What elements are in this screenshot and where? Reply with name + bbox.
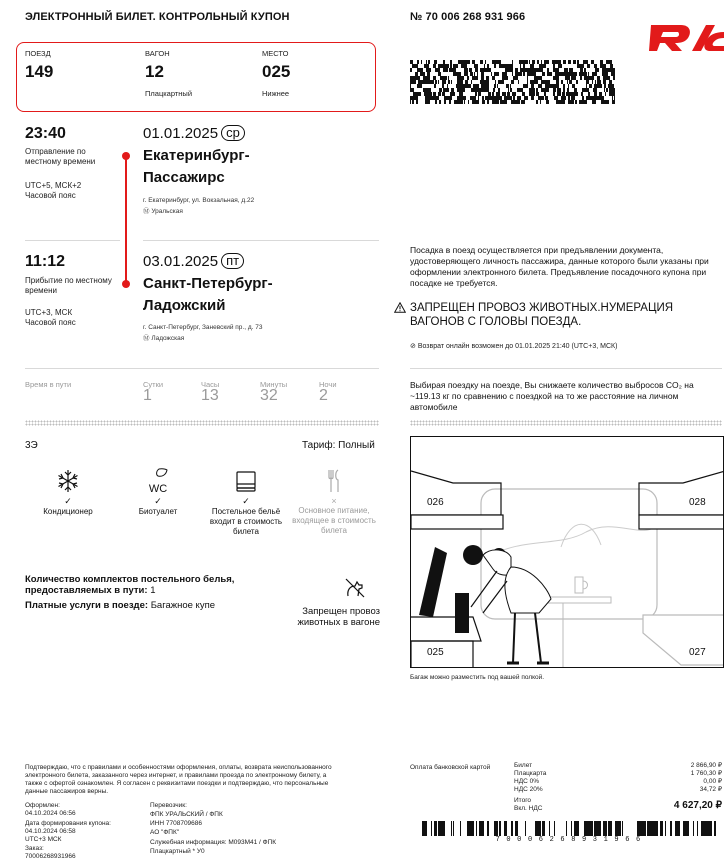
arrival-metro: Ладожская	[151, 335, 185, 342]
price-row	[514, 762, 722, 770]
boarding-info: Посадка в поезд осуществляется при предъявлении документа, удостоверяющего личность пассажира, данные которого были указаны при оформлении электронного билета. Предъявление посадочного купона при посадке не требуется.	[410, 245, 709, 288]
route-end-dot	[122, 280, 130, 288]
no-entry-icon: ⊘	[410, 343, 416, 350]
bedding-count-label: Количество комплектов постельного белья, предоставляемых в пути:	[25, 574, 235, 596]
ticket-title: ЭЛЕКТРОННЫЙ БИЛЕТ. КОНТРОЛЬНЫЙ КУПОН	[25, 11, 290, 23]
duration-days-label: Сутки	[143, 380, 164, 389]
departure-timezone-label: Часовой пояс	[25, 191, 76, 200]
price-label: Билет	[514, 762, 533, 769]
train-label: ПОЕЗД	[25, 49, 51, 58]
feature-label: Постельное бельё входит в стоимость билета	[209, 507, 283, 536]
seat-028-label: 028	[689, 497, 706, 508]
carrier-value: ФПК УРАЛЬСКИЙ / ФПК	[150, 811, 223, 818]
compartment-illustration	[410, 436, 724, 668]
pets-forbidden-text: Запрещен провоз животных в вагоне	[297, 606, 380, 628]
bedding-count-row	[25, 574, 275, 596]
refund-info: Возврат онлайн возможен до 01.01.2025 21:40 (UTC+3, МСК)	[417, 343, 618, 350]
departure-station-line1: Екатеринбург-	[143, 147, 250, 164]
bedding-count: 1	[150, 585, 156, 596]
price-table	[514, 762, 722, 794]
check-icon: ✓	[242, 496, 250, 506]
duration-nights: 2	[319, 387, 328, 404]
coupon-date-label: Дата формирования купона:	[25, 820, 111, 827]
route-line	[125, 156, 127, 284]
arrival-date: 03.01.2025	[143, 253, 219, 270]
payment-method: Оплата банковской картой	[410, 764, 491, 771]
departure-date-row	[143, 125, 245, 143]
train-number: 149	[25, 62, 54, 81]
meal-icon	[319, 466, 349, 496]
price-value: 2 866,90 ₽	[690, 762, 722, 769]
departure-timezone: UTC+5, МСК+2	[25, 181, 82, 190]
price-row	[514, 786, 722, 794]
carrier-inn: ИНН 7708709686	[150, 820, 203, 827]
duration-hours: 13	[201, 387, 219, 404]
departure-time-note: Отправление по местному времени	[25, 147, 96, 166]
luggage-caption: Багаж можно разместить под вашей полкой.	[410, 674, 545, 681]
divider	[410, 368, 722, 369]
price-value: 0,00 ₽	[703, 778, 722, 785]
price-label: НДС 20%	[514, 786, 543, 793]
coupon-timezone: UTC+3 МСК	[25, 836, 62, 843]
paid-services-label: Платные услуги в поезде:	[25, 600, 149, 611]
total-label: Итого	[514, 797, 532, 804]
feature-bedding	[200, 466, 292, 537]
issued-value: 04.10.2024 06:56	[25, 810, 76, 817]
feature-label: Основное питание, входящее в стоимость билета	[292, 506, 376, 535]
tariff: Тариф: Полный	[302, 440, 375, 451]
feature-biotoilet	[112, 466, 204, 517]
total-sub-label: Вкл. НДС	[514, 805, 543, 812]
price-row	[514, 770, 722, 778]
seat-label: МЕСТО	[262, 49, 289, 58]
departure-metro-row	[143, 207, 183, 217]
arrival-timezone: UTC+3, МСК	[25, 308, 73, 317]
arrival-station-line2: Ладожский	[143, 297, 226, 314]
departure-station-line2: Пассажирс	[143, 169, 225, 186]
divider	[25, 240, 120, 241]
route-start-dot	[122, 152, 130, 160]
service-class: 3Э	[25, 440, 38, 451]
warning-icon	[394, 302, 406, 313]
bottom-barcode	[415, 821, 722, 836]
arrival-station-line1: Санкт-Петербург-	[143, 275, 273, 292]
arrival-timezone-label: Часовой пояс	[25, 318, 76, 327]
total-value: 4 627,20 ₽	[673, 800, 722, 811]
arrival-weekday: пт	[221, 253, 244, 269]
coupon-date-value: 04.10.2024 06:58	[25, 828, 76, 835]
arrival-date-row	[143, 253, 244, 271]
service-info: Служебная информация: М093М41 / ФПК	[150, 839, 277, 846]
ticket-number: № 70 006 268 931 966	[410, 11, 526, 23]
order-value: 70006268931966	[25, 853, 76, 860]
feature-meal	[288, 466, 380, 536]
snowflake-icon	[53, 466, 83, 496]
divider	[25, 368, 379, 369]
dotted-separator	[25, 420, 379, 426]
order-label: Заказ:	[25, 845, 44, 852]
arrival-time: 11:12	[25, 253, 66, 270]
carrier-label: Перевозчик:	[150, 802, 187, 809]
rzd-logo	[648, 18, 724, 52]
paid-services-row	[25, 600, 215, 611]
arrival-metro-row	[143, 334, 184, 344]
barcode-digits: 7 0 0 0 6 2 6 8 9 3 1 9 6 6	[495, 836, 642, 844]
price-value: 1 760,30 ₽	[690, 770, 722, 777]
refund-row	[410, 343, 720, 351]
price-label: Плацкарта	[514, 770, 547, 777]
consent-text: Подтверждаю, что с правилами и особенностями оформления, оплаты, возврата неиспользованного электронного билета, заказанного через интернет, и правилами проезда по электронному билету, а также с офертой ознакомлен. Я согласен с реквизитами поездки и подтверждаю, что персональные данные пассажиров верны.	[25, 764, 332, 795]
car-type: Плацкартный	[145, 89, 193, 98]
cross-icon: ×	[331, 496, 337, 506]
paid-services-value: Багажное купе	[150, 600, 215, 611]
divider	[143, 240, 379, 241]
seat-number: 025	[262, 62, 291, 81]
seat-025-label: 025	[427, 647, 444, 658]
duration-hours-label: Часы	[201, 380, 220, 389]
svg-text:WC: WC	[148, 483, 168, 495]
feature-label: Кондиционер	[43, 507, 93, 516]
duration-minutes: 32	[260, 387, 278, 404]
wc-icon	[143, 466, 173, 496]
feature-air-conditioning	[22, 466, 114, 517]
arrival-address: г. Санкт-Петербург, Заневский пр., д. 73	[143, 324, 263, 331]
bedding-icon	[231, 466, 261, 496]
check-icon: ✓	[64, 496, 72, 506]
seat-027-label: 027	[689, 647, 706, 658]
metro-icon: Ⓜ	[143, 208, 150, 215]
departure-address: г. Екатеринбург, ул. Вокзальная, д.22	[143, 197, 255, 204]
check-icon: ✓	[154, 496, 162, 506]
car-label: ВАГОН	[145, 49, 170, 58]
dotted-separator	[410, 420, 722, 426]
metro-icon: Ⓜ	[143, 335, 150, 342]
departure-time: 23:40	[25, 125, 66, 142]
issued-label: Оформлен:	[25, 802, 60, 809]
duration-days: 1	[143, 387, 152, 404]
feature-label: Биотуалет	[138, 507, 178, 516]
departure-metro: Уральская	[151, 208, 183, 215]
duration-label: Время в пути	[25, 380, 72, 389]
carrier-org: АО "ФПК"	[150, 829, 180, 836]
co2-info: Выбирая поездку на поезде, Вы снижаете количество выбросов CO₂ на ~119.13 кг по сравнению с поездкой на то же расстояние на личном автомобиле	[410, 380, 694, 412]
service-info-2: Плацкартный * У0	[150, 848, 205, 855]
duration-nights-label: Ночи	[319, 380, 337, 389]
compartment-drawing	[411, 437, 724, 668]
arrival-time-note: Прибытие по местному времени	[25, 276, 112, 295]
car-number: 12	[145, 62, 164, 81]
price-row	[514, 778, 722, 786]
seat-info-box	[16, 42, 376, 112]
no-pets-icon	[343, 576, 367, 600]
seat-position: Нижнее	[262, 89, 290, 98]
duration-minutes-label: Минуты	[260, 380, 288, 389]
ticket-barcode	[410, 60, 615, 104]
price-value: 34,72 ₽	[699, 786, 722, 793]
departure-weekday: ср	[221, 125, 245, 141]
price-label: НДС 0%	[514, 778, 539, 785]
departure-date: 01.01.2025	[143, 125, 219, 142]
warning-text: ЗАПРЕЩЕН ПРОВОЗ ЖИВОТНЫХ.НУМЕРАЦИЯ ВАГОНОВ С ГОЛОВЫ ПОЕЗДА.	[410, 302, 674, 328]
seat-026-label: 026	[427, 497, 444, 508]
